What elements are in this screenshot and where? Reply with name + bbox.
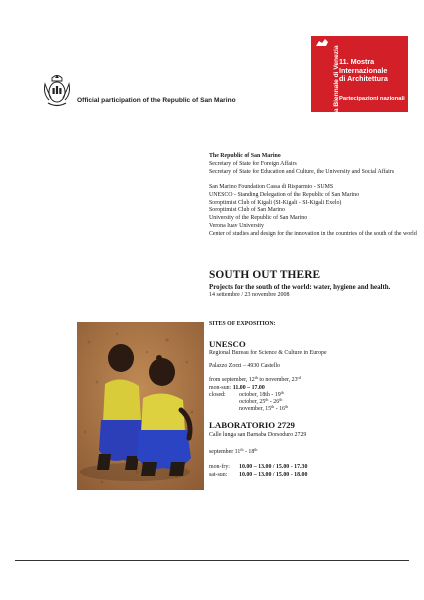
- unesco-closed-date: - 16: [274, 406, 286, 412]
- ordinal-suffix: th: [265, 397, 269, 402]
- laboratorio-weekend-label: sat-sun:: [209, 472, 228, 478]
- organiser-line: Soroptimist Club of San Marino: [209, 207, 285, 214]
- laboratorio-dates-start: september 11: [209, 449, 241, 455]
- unesco-closed-label: closed:: [209, 392, 226, 398]
- children-photo: [77, 322, 204, 490]
- sites-heading: SITES OF EXPOSITION:: [209, 321, 276, 327]
- biennale-title-line: di Architettura: [339, 74, 388, 84]
- ordinal-suffix: th: [240, 447, 244, 452]
- unesco-closed-date: october, 25: [239, 399, 266, 405]
- unesco-hours-value: 11.00 – 17.00: [232, 385, 265, 391]
- ordinal-suffix: th: [271, 404, 275, 409]
- organisers-list: [209, 153, 417, 239]
- biennale-vertical-text: la Biennale di Venezia: [333, 45, 340, 114]
- organiser-line: UNESCO - Standing Delegation of the Republic of San Marino: [209, 191, 360, 198]
- laboratorio-weekend-value: 10.00 – 13.00 / 15.00 - 18.00: [239, 472, 308, 478]
- ordinal-suffix: rd: [297, 375, 301, 380]
- project-dates: 14 settembre / 23 novembre 2008: [209, 292, 290, 298]
- laboratorio-site-name: LABORATORIO 2729: [209, 420, 295, 430]
- organiser-line: San Marino Foundation Cassa di Risparmio - SUMS: [209, 183, 334, 190]
- unesco-period-start: from september, 12: [209, 377, 255, 383]
- ordinal-suffix: th: [254, 375, 258, 380]
- ordinal-suffix: th: [285, 404, 289, 409]
- laboratorio-weekend-hours: [209, 472, 307, 480]
- organiser-line: University of the Republic of San Marino: [209, 215, 308, 222]
- biennale-title-line: Internazionale: [339, 65, 388, 75]
- biennale-logo: [311, 36, 408, 112]
- official-participation-text: Official participation of the Republic of San Marino: [77, 97, 236, 104]
- organisers-heading: The Republic of San Marino: [209, 153, 281, 159]
- unesco-closed-date: november, 15: [239, 406, 272, 412]
- organiser-line: Center of studies and design for the innovation in the countries of the south of the world: [209, 231, 417, 238]
- biennale-title: [339, 58, 388, 84]
- winged-lion-icon: [315, 38, 329, 48]
- unesco-closed-row: [239, 406, 288, 414]
- organiser-line: Secretary of State for Foreign Affairs: [209, 160, 297, 167]
- ordinal-suffix: th: [280, 390, 284, 395]
- san-marino-coat-of-arms-icon: [40, 72, 74, 110]
- unesco-site-name: UNESCO: [209, 339, 246, 349]
- organiser-line: Secretary of State for Education and Culture, the University and Social Affairs: [209, 168, 395, 175]
- unesco-period: [209, 377, 301, 385]
- unesco-closed-date: - 26: [268, 399, 280, 405]
- bottom-divider: [15, 560, 409, 561]
- laboratorio-weekday-value: 10.00 – 13.00 / 15.00 - 17.30: [239, 464, 308, 470]
- laboratorio-weekday-hours: [209, 464, 307, 472]
- biennale-title-line: 11. Mostra: [339, 57, 375, 66]
- laboratorio-address: Calle lunga san Barnaba Dorsoduro 2729: [209, 432, 307, 438]
- ordinal-suffix: th: [254, 447, 258, 452]
- laboratorio-weekday-label: mon-fry:: [209, 464, 230, 470]
- unesco-period-end: to november, 23: [257, 377, 298, 383]
- laboratorio-dates: [209, 449, 257, 457]
- unesco-address: Palazzo Zorzi – 4930 Castello: [209, 363, 280, 369]
- organiser-line: Verona Iuav University: [209, 223, 264, 230]
- unesco-hours-label: mon-sun:: [209, 385, 232, 391]
- laboratorio-dates-end: - 18: [243, 449, 255, 455]
- organiser-line: Soroptimist Club of Kigali (SI-Kigali - SI-Kigali Exelo): [209, 199, 342, 206]
- biennale-subtitle: Partecipazioni nazionali: [339, 96, 405, 102]
- ordinal-suffix: th: [279, 397, 283, 402]
- unesco-closed-date: october, 18th - 19: [239, 392, 281, 398]
- project-subtitle: Projects for the south of the world: water, hygiene and health.: [209, 284, 391, 291]
- unesco-bureau: Regional Bureau for Science & Culture in Europe: [209, 350, 327, 356]
- project-title: SOUTH OUT THERE: [209, 269, 321, 281]
